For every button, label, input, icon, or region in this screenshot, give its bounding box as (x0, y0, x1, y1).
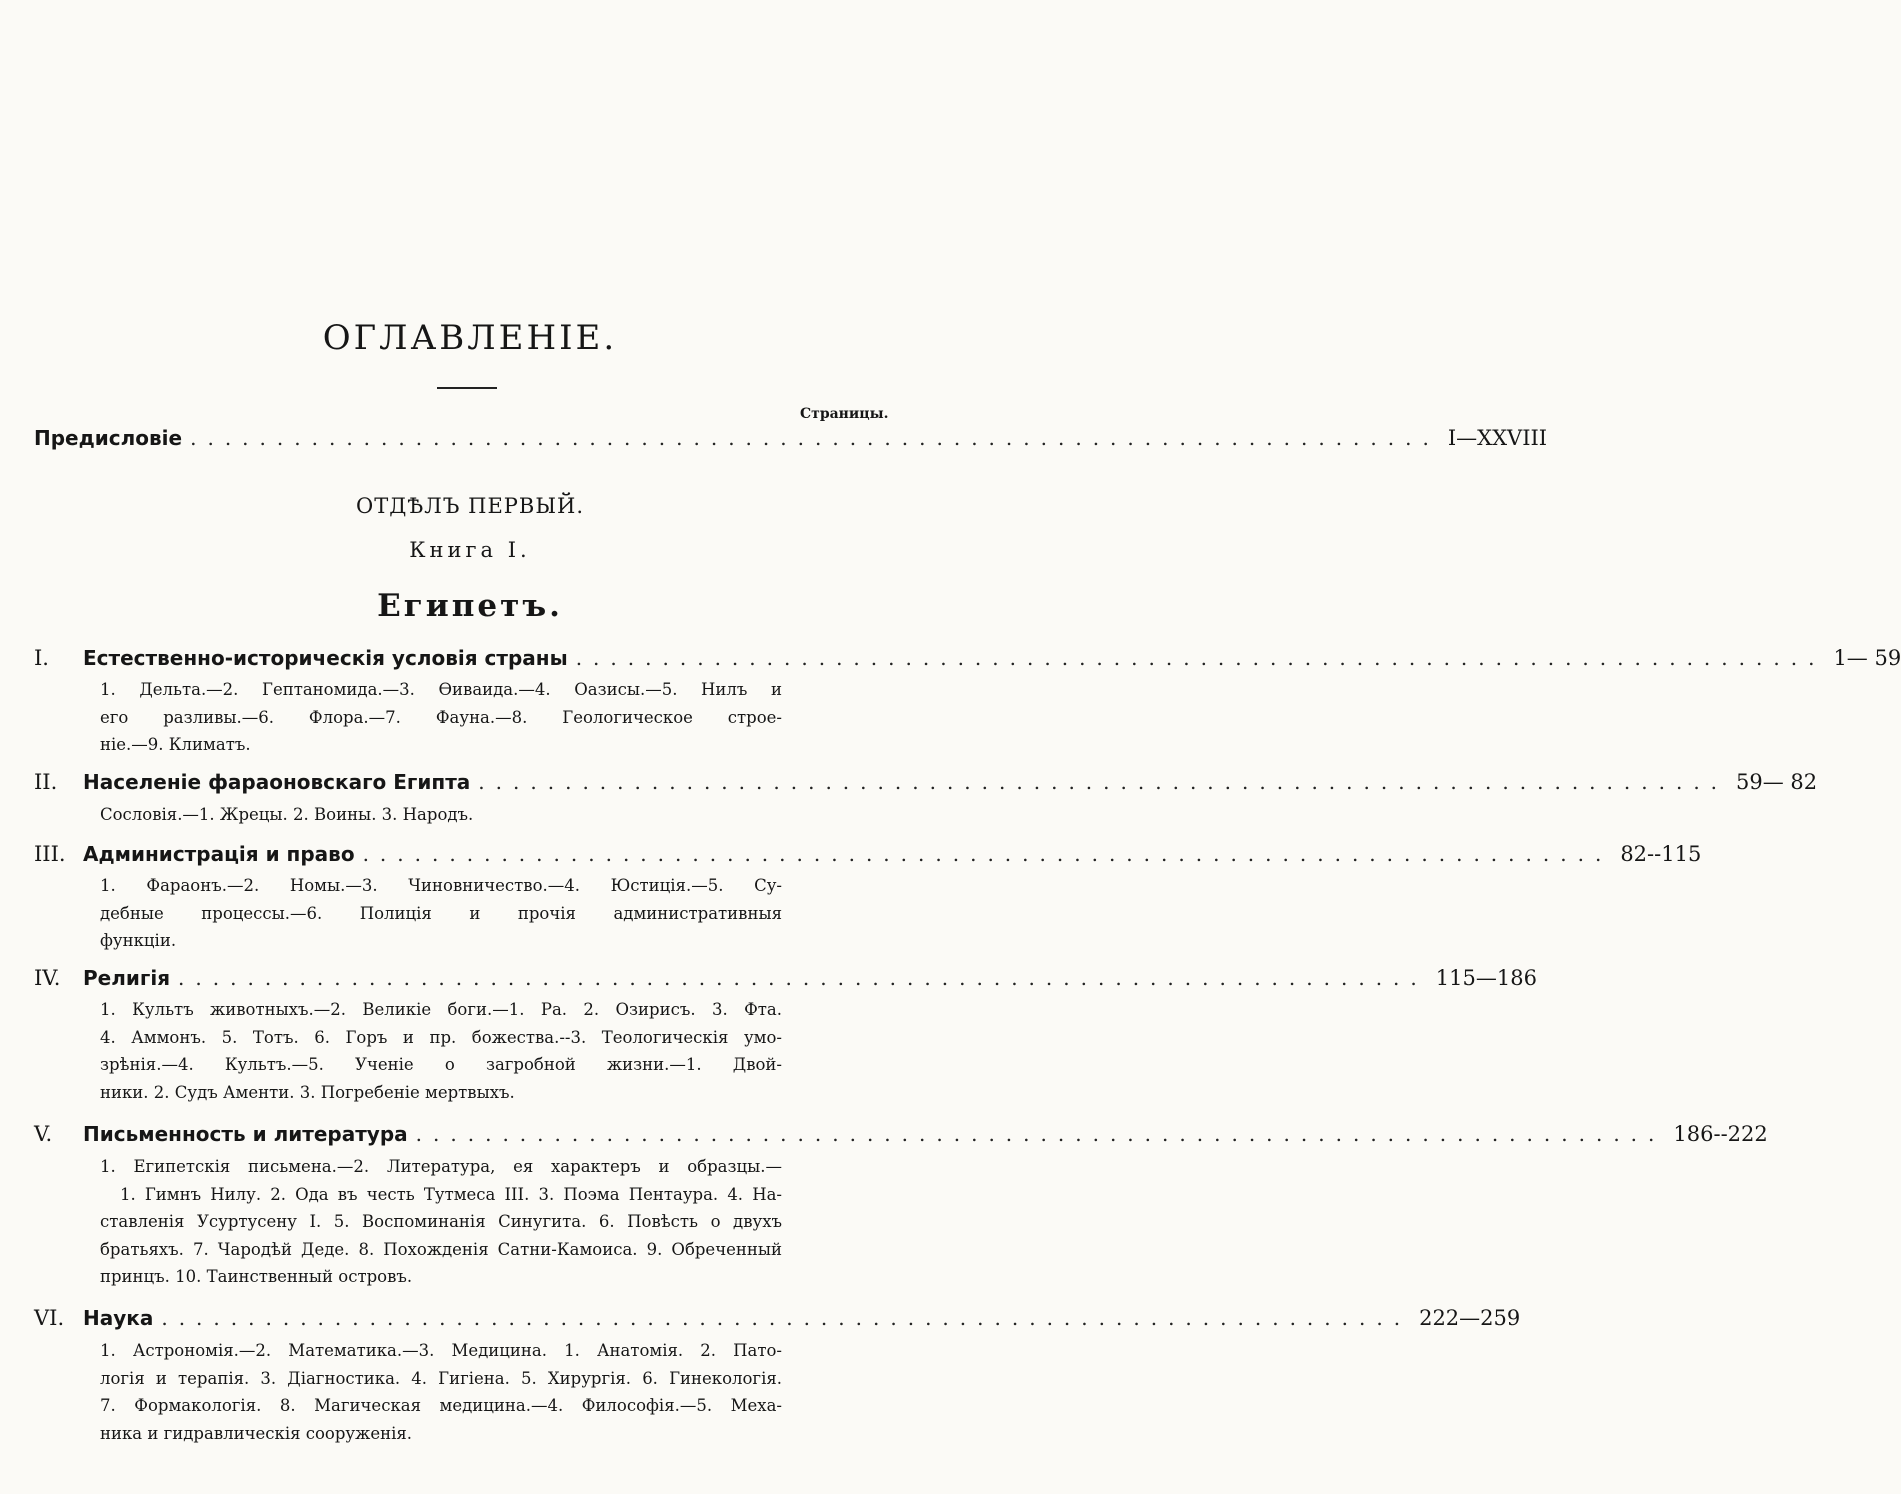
chapter-contents (100, 676, 782, 759)
leader-dots: ........................................................................ (178, 966, 1428, 990)
chapter-entry[interactable] (34, 770, 1818, 794)
contents-line: принцъ. 10. Таинственный островъ. (100, 1267, 413, 1286)
chapter-number: III. (34, 842, 66, 866)
contents-line: логія и терапія. 3. Діагностика. 4. Гигіена. 5. Хирургія. 6. Гинекологія. (100, 1368, 782, 1388)
contents-line: ники. 2. Судъ Аменти. 3. Погребеніе мертвыхъ. (100, 1082, 515, 1102)
chapter-title: Администрація и право (83, 842, 355, 866)
chapter-number: I. (34, 646, 49, 670)
country-heading: Египетъ. (377, 588, 563, 624)
chapter-contents (100, 872, 782, 955)
chapter-pages: 222—259 (1419, 1306, 1521, 1330)
contents-line: ставленія Усуртусену I. 5. Воспоминанія Синугита. 6. Повѣсть о двухъ (100, 1212, 782, 1231)
contents-line: зрѣнія.—4. Культъ.—5. Ученіе о загробной жизни.—1. Двой- (100, 1055, 782, 1074)
contents-line: 1. Культъ животныхъ.—2. Великіе боги.—1. Ра. 2. Озирисъ. 3. Фта. (100, 1000, 782, 1019)
contents-line: 1. Дельта.—2. Гептаномида.—3. Ѳиваида.—4. Оазисы.—5. Нилъ и (100, 680, 782, 699)
book-heading: Книга I. (409, 538, 531, 562)
leader-dots: ........................................................................ (190, 426, 1440, 450)
preface-entry[interactable] (34, 426, 1548, 450)
contents-line: 4. Аммонъ. 5. Тотъ. 6. Горъ и пр. божества.--3. Теологическія умо- (100, 1027, 782, 1047)
chapter-pages: 1— 59 (1833, 646, 1901, 670)
chapter-title: Наука (83, 1306, 154, 1330)
chapter-title: Населеніе фараоновскаго Египта (83, 770, 471, 794)
contents-line: 1. Фараонъ.—2. Номы.—3. Чиновничество.—4. Юстиція.—5. Су- (100, 876, 782, 895)
chapter-title: Религія (83, 966, 171, 990)
chapter-entry[interactable] (34, 966, 1537, 990)
chapter-entry[interactable] (34, 1122, 1768, 1146)
leader-dots: ........................................................................ (362, 842, 1613, 866)
leader-dots: ........................................................................ (415, 1122, 1666, 1146)
title-rule (437, 387, 497, 389)
section-heading: ОТДѢЛЪ ПЕРВЫЙ. (355, 494, 585, 518)
contents-line: ніе.—9. Климатъ. (100, 735, 251, 754)
chapter-entry[interactable] (34, 646, 1901, 670)
contents-line: 1. Астрономія.—2. Математика.—3. Медицина. 1. Анатомія. 2. Пато- (100, 1341, 782, 1360)
contents-line: ника и гидравлическія сооруженія. (100, 1423, 413, 1443)
chapter-pages: 186--222 (1673, 1122, 1768, 1146)
chapter-pages: 82--115 (1620, 842, 1702, 866)
contents-line: 7. Формакологія. 8. Магическая медицина.—4. Философія.—5. Меха- (100, 1396, 782, 1415)
chapter-contents (100, 801, 782, 829)
leader-dots: ........................................................................ (575, 646, 1826, 670)
chapter-number: V. (34, 1122, 53, 1146)
preface-pages: I—XXVIII (1447, 426, 1548, 450)
contents-line: 1. Египетскія письмена.—2. Литература, ея характеръ и образцы.— (100, 1157, 782, 1176)
chapter-number: II. (34, 770, 58, 794)
preface-title: Предисловіе (34, 426, 183, 450)
leader-dots: ........................................................................ (161, 1306, 1412, 1330)
chapter-contents (100, 1153, 782, 1291)
leader-dots: ........................................................................ (478, 770, 1729, 794)
chapter-contents (100, 996, 782, 1106)
pages-column-header: Страницы. (800, 406, 889, 422)
chapter-contents (100, 1337, 782, 1447)
page-title: ОГЛАВЛЕНІЕ. (322, 318, 618, 358)
contents-line: 1. Гимнъ Нилу. 2. Ода въ честь Тутмеса III. 3. Поэма Пентаура. 4. На- (120, 1184, 782, 1204)
contents-line: братьяхъ. 7. Чародѣй Деде. 8. Похожденія Сатни-Камоиса. 9. Обреченный (100, 1239, 782, 1259)
contents-line: функціи. (100, 931, 177, 950)
chapter-pages: 59— 82 (1736, 770, 1818, 794)
contents-line: дебные процессы.—6. Полиція и прочія административныя (100, 903, 782, 923)
contents-line: Сословія.—1. Жрецы. 2. Воины. 3. Народъ. (100, 805, 474, 824)
chapter-title: Письменность и литература (83, 1122, 408, 1146)
chapter-entry[interactable] (34, 1306, 1521, 1330)
chapter-title: Естественно-историческія условія страны (83, 646, 568, 670)
chapter-number: IV. (34, 966, 61, 990)
chapter-number: VI. (34, 1306, 65, 1330)
contents-line: его разливы.—6. Флора.—7. Фауна.—8. Геологическое строе- (100, 707, 782, 727)
chapter-entry[interactable] (34, 842, 1702, 866)
chapter-pages: 115—186 (1435, 966, 1537, 990)
